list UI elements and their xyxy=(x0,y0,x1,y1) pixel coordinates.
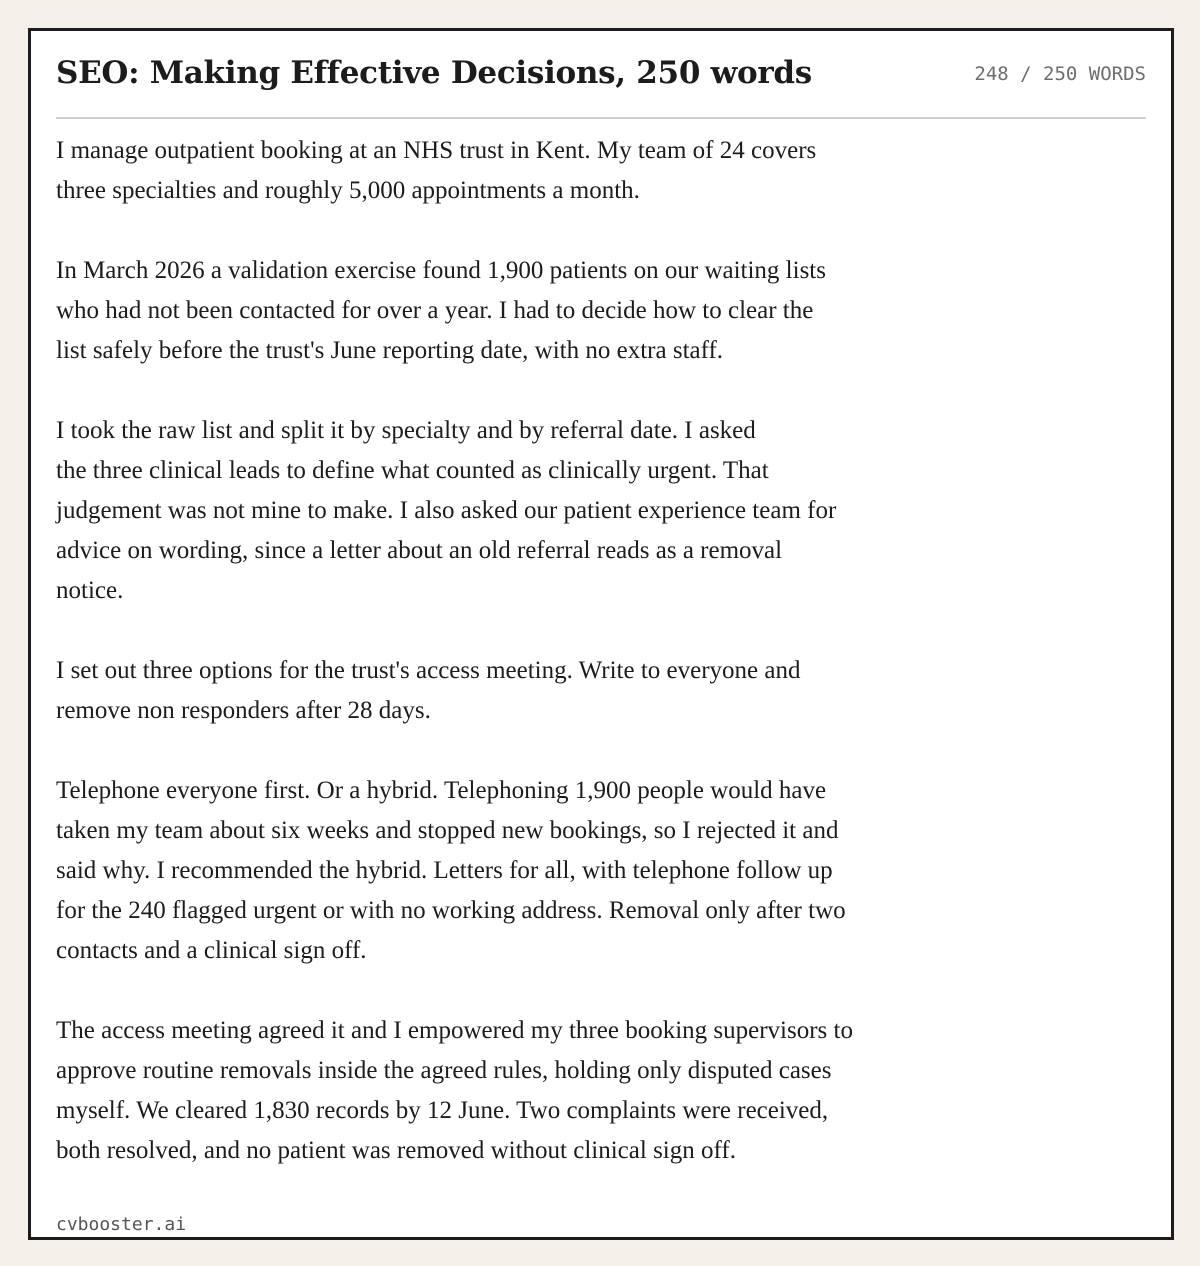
document-body xyxy=(56,131,1016,1211)
paragraph-1: I manage outpatient booking at an NHS trust in Kent. My team of 24 covers three specialties and roughly 5,000 appointments a month. xyxy=(56,137,817,204)
paragraph-3: I took the raw list and split it by specialty and by referral date. I asked the three clinical leads to define what counted as clinically urgent. That judgement was not mine to make. I also asked our patient experience team for advice on wording, since a letter about an old referral reads as a removal notice. xyxy=(56,417,837,604)
footer-brand: cvbooster.ai xyxy=(56,1214,187,1235)
paragraph-2: In March 2026 a validation exercise found 1,900 patients on our waiting lists who had not been contacted for over a year. I had to decide how to clear the list safely before the trust's June reporting date, with no extra staff. xyxy=(56,257,826,364)
document-title: SEO: Making Effective Decisions, 250 words xyxy=(56,55,812,91)
document-card xyxy=(28,28,1174,1240)
paragraph-5: Telephone everyone first. Or a hybrid. Telephoning 1,900 people would have taken my team about six weeks and stopped new bookings, so I rejected it and said why. I recommended the hybrid. Letters for all, with telephone follow up for the 240 flagged urgent or with no working address. Removal only after two contacts and a clinical sign off. xyxy=(56,777,846,964)
paragraph-4: I set out three options for the trust's access meeting. Write to everyone and remove non responders after 28 days. xyxy=(56,657,801,724)
word-count-badge: 248 / 250 WORDS xyxy=(974,63,1146,85)
paragraph-6: The access meeting agreed it and I empowered my three booking supervisors to approve routine removals inside the agreed rules, holding only disputed cases myself. We cleared 1,830 records by 12 June. Two complaints were received, both resolved, and no patient was removed without clinical sign off. xyxy=(56,1017,853,1164)
document-header xyxy=(56,31,1146,119)
